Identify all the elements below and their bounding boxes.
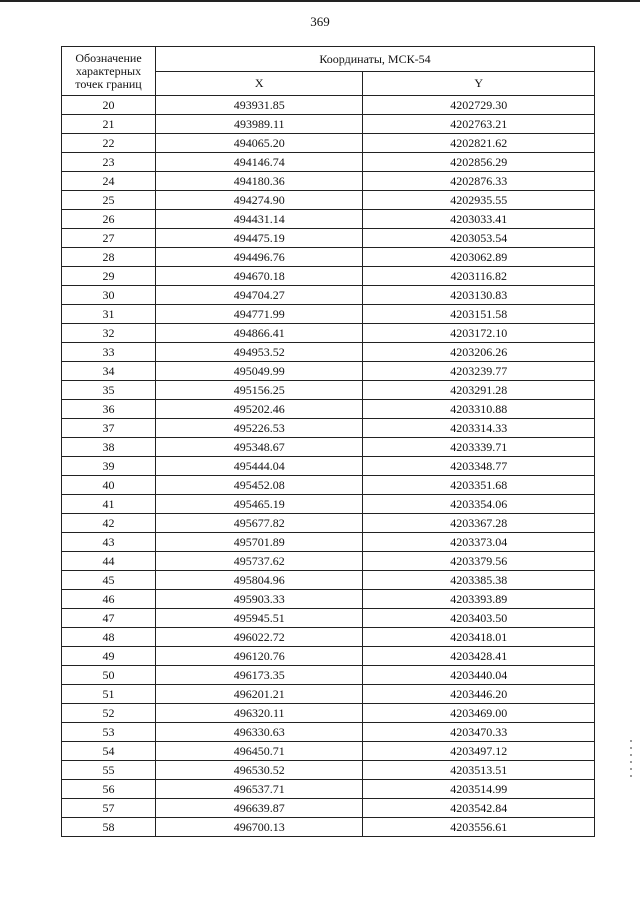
table-row xyxy=(62,153,595,172)
table-row xyxy=(62,305,595,324)
point-number-cell: 22 xyxy=(62,134,156,153)
x-coordinate-cell: 496639.87 xyxy=(156,799,363,818)
x-coordinate-cell: 496700.13 xyxy=(156,818,363,837)
table-row xyxy=(62,799,595,818)
x-coordinate-cell: 494475.19 xyxy=(156,229,363,248)
point-number-cell: 23 xyxy=(62,153,156,172)
y-coordinate-cell: 4202821.62 xyxy=(363,134,595,153)
point-number-cell: 54 xyxy=(62,742,156,761)
x-coordinate-cell: 494670.18 xyxy=(156,267,363,286)
table-row xyxy=(62,780,595,799)
x-coordinate-cell: 494704.27 xyxy=(156,286,363,305)
coordinates-table xyxy=(61,46,595,837)
table-row xyxy=(62,476,595,495)
table-row xyxy=(62,191,595,210)
x-coordinate-cell: 496022.72 xyxy=(156,628,363,647)
point-number-cell: 47 xyxy=(62,609,156,628)
point-number-cell: 21 xyxy=(62,115,156,134)
x-coordinate-cell: 496201.21 xyxy=(156,685,363,704)
point-number-cell: 49 xyxy=(62,647,156,666)
table-row xyxy=(62,818,595,837)
point-number-cell: 27 xyxy=(62,229,156,248)
y-coordinate-cell: 4203151.58 xyxy=(363,305,595,324)
x-coordinate-cell: 494065.20 xyxy=(156,134,363,153)
point-number-cell: 32 xyxy=(62,324,156,343)
y-coordinate-cell: 4202729.30 xyxy=(363,96,595,115)
table-row xyxy=(62,419,595,438)
x-coordinate-cell: 495737.62 xyxy=(156,552,363,571)
table-row xyxy=(62,210,595,229)
y-coordinate-cell: 4202876.33 xyxy=(363,172,595,191)
y-coordinate-cell: 4203393.89 xyxy=(363,590,595,609)
table-row xyxy=(62,571,595,590)
table-row xyxy=(62,552,595,571)
point-number-cell: 25 xyxy=(62,191,156,210)
point-number-cell: 31 xyxy=(62,305,156,324)
x-coordinate-cell: 494180.36 xyxy=(156,172,363,191)
x-coordinate-cell: 496530.52 xyxy=(156,761,363,780)
x-coordinate-cell: 496320.11 xyxy=(156,704,363,723)
x-coordinate-cell: 496537.71 xyxy=(156,780,363,799)
point-number-cell: 38 xyxy=(62,438,156,457)
y-coordinate-cell: 4203033.41 xyxy=(363,210,595,229)
table-row xyxy=(62,362,595,381)
point-number-cell: 40 xyxy=(62,476,156,495)
table-row xyxy=(62,609,595,628)
table-row xyxy=(62,514,595,533)
y-coordinate-cell: 4203418.01 xyxy=(363,628,595,647)
point-number-cell: 44 xyxy=(62,552,156,571)
point-number-cell: 26 xyxy=(62,210,156,229)
table-row xyxy=(62,229,595,248)
table-row xyxy=(62,495,595,514)
x-coordinate-cell: 495804.96 xyxy=(156,571,363,590)
y-coordinate-cell: 4203172.10 xyxy=(363,324,595,343)
x-coordinate-cell: 495465.19 xyxy=(156,495,363,514)
table-row xyxy=(62,324,595,343)
y-coordinate-cell: 4203239.77 xyxy=(363,362,595,381)
y-coordinate-cell: 4203542.84 xyxy=(363,799,595,818)
x-coordinate-cell: 496330.63 xyxy=(156,723,363,742)
x-coordinate-cell: 496450.71 xyxy=(156,742,363,761)
table-row xyxy=(62,438,595,457)
point-number-cell: 42 xyxy=(62,514,156,533)
table-row xyxy=(62,286,595,305)
scan-margin-marks xyxy=(630,740,632,800)
header-point-designation: Обозначение характерных точек границ xyxy=(62,47,156,96)
table-row xyxy=(62,400,595,419)
page-top-rule xyxy=(0,0,640,2)
point-number-cell: 36 xyxy=(62,400,156,419)
x-coordinate-cell: 495452.08 xyxy=(156,476,363,495)
table-row xyxy=(62,343,595,362)
point-number-cell: 24 xyxy=(62,172,156,191)
point-number-cell: 55 xyxy=(62,761,156,780)
point-number-cell: 37 xyxy=(62,419,156,438)
point-number-cell: 41 xyxy=(62,495,156,514)
point-number-cell: 34 xyxy=(62,362,156,381)
table-row xyxy=(62,381,595,400)
y-coordinate-cell: 4203314.33 xyxy=(363,419,595,438)
table-row xyxy=(62,267,595,286)
y-coordinate-cell: 4202935.55 xyxy=(363,191,595,210)
y-coordinate-cell: 4203053.54 xyxy=(363,229,595,248)
point-number-cell: 58 xyxy=(62,818,156,837)
y-coordinate-cell: 4203354.06 xyxy=(363,495,595,514)
y-coordinate-cell: 4202763.21 xyxy=(363,115,595,134)
y-coordinate-cell: 4203206.26 xyxy=(363,343,595,362)
x-coordinate-cell: 494146.74 xyxy=(156,153,363,172)
y-coordinate-cell: 4203385.38 xyxy=(363,571,595,590)
point-number-cell: 29 xyxy=(62,267,156,286)
y-coordinate-cell: 4203062.89 xyxy=(363,248,595,267)
point-number-cell: 28 xyxy=(62,248,156,267)
x-coordinate-cell: 495156.25 xyxy=(156,381,363,400)
header-y: Y xyxy=(363,72,595,96)
table-row xyxy=(62,647,595,666)
y-coordinate-cell: 4203403.50 xyxy=(363,609,595,628)
x-coordinate-cell: 493989.11 xyxy=(156,115,363,134)
x-coordinate-cell: 495049.99 xyxy=(156,362,363,381)
y-coordinate-cell: 4203440.04 xyxy=(363,666,595,685)
y-coordinate-cell: 4203513.51 xyxy=(363,761,595,780)
point-number-cell: 35 xyxy=(62,381,156,400)
point-number-cell: 45 xyxy=(62,571,156,590)
point-number-cell: 20 xyxy=(62,96,156,115)
x-coordinate-cell: 494866.41 xyxy=(156,324,363,343)
x-coordinate-cell: 495677.82 xyxy=(156,514,363,533)
table-row xyxy=(62,685,595,704)
y-coordinate-cell: 4202856.29 xyxy=(363,153,595,172)
table-row xyxy=(62,134,595,153)
table-row xyxy=(62,96,595,115)
x-coordinate-cell: 494496.76 xyxy=(156,248,363,267)
point-number-cell: 53 xyxy=(62,723,156,742)
y-coordinate-cell: 4203116.82 xyxy=(363,267,595,286)
table-row xyxy=(62,704,595,723)
y-coordinate-cell: 4203367.28 xyxy=(363,514,595,533)
y-coordinate-cell: 4203291.28 xyxy=(363,381,595,400)
table-row xyxy=(62,742,595,761)
x-coordinate-cell: 495202.46 xyxy=(156,400,363,419)
point-number-cell: 30 xyxy=(62,286,156,305)
table-row xyxy=(62,533,595,552)
y-coordinate-cell: 4203514.99 xyxy=(363,780,595,799)
y-coordinate-cell: 4203351.68 xyxy=(363,476,595,495)
point-number-cell: 51 xyxy=(62,685,156,704)
x-coordinate-cell: 495348.67 xyxy=(156,438,363,457)
x-coordinate-cell: 493931.85 xyxy=(156,96,363,115)
point-number-cell: 52 xyxy=(62,704,156,723)
table-row xyxy=(62,172,595,191)
x-coordinate-cell: 496120.76 xyxy=(156,647,363,666)
x-coordinate-cell: 496173.35 xyxy=(156,666,363,685)
y-coordinate-cell: 4203556.61 xyxy=(363,818,595,837)
y-coordinate-cell: 4203379.56 xyxy=(363,552,595,571)
table-row xyxy=(62,723,595,742)
point-number-cell: 50 xyxy=(62,666,156,685)
table-row xyxy=(62,248,595,267)
x-coordinate-cell: 495444.04 xyxy=(156,457,363,476)
y-coordinate-cell: 4203348.77 xyxy=(363,457,595,476)
x-coordinate-cell: 494431.14 xyxy=(156,210,363,229)
table-row xyxy=(62,457,595,476)
x-coordinate-cell: 494953.52 xyxy=(156,343,363,362)
point-number-cell: 57 xyxy=(62,799,156,818)
x-coordinate-cell: 494274.90 xyxy=(156,191,363,210)
header-x: X xyxy=(156,72,363,96)
point-number-cell: 48 xyxy=(62,628,156,647)
table-row xyxy=(62,590,595,609)
x-coordinate-cell: 495226.53 xyxy=(156,419,363,438)
table-row xyxy=(62,666,595,685)
y-coordinate-cell: 4203373.04 xyxy=(363,533,595,552)
header-coordinates: Координаты, МСК-54 xyxy=(156,47,595,72)
table-row xyxy=(62,628,595,647)
x-coordinate-cell: 495701.89 xyxy=(156,533,363,552)
x-coordinate-cell: 495945.51 xyxy=(156,609,363,628)
y-coordinate-cell: 4203446.20 xyxy=(363,685,595,704)
table-row xyxy=(62,115,595,134)
point-number-cell: 46 xyxy=(62,590,156,609)
table-row xyxy=(62,761,595,780)
x-coordinate-cell: 495903.33 xyxy=(156,590,363,609)
point-number-cell: 56 xyxy=(62,780,156,799)
y-coordinate-cell: 4203470.33 xyxy=(363,723,595,742)
y-coordinate-cell: 4203469.00 xyxy=(363,704,595,723)
page-number: 369 xyxy=(310,14,330,29)
y-coordinate-cell: 4203130.83 xyxy=(363,286,595,305)
y-coordinate-cell: 4203428.41 xyxy=(363,647,595,666)
y-coordinate-cell: 4203497.12 xyxy=(363,742,595,761)
point-number-cell: 43 xyxy=(62,533,156,552)
point-number-cell: 33 xyxy=(62,343,156,362)
y-coordinate-cell: 4203310.88 xyxy=(363,400,595,419)
point-number-cell: 39 xyxy=(62,457,156,476)
x-coordinate-cell: 494771.99 xyxy=(156,305,363,324)
y-coordinate-cell: 4203339.71 xyxy=(363,438,595,457)
